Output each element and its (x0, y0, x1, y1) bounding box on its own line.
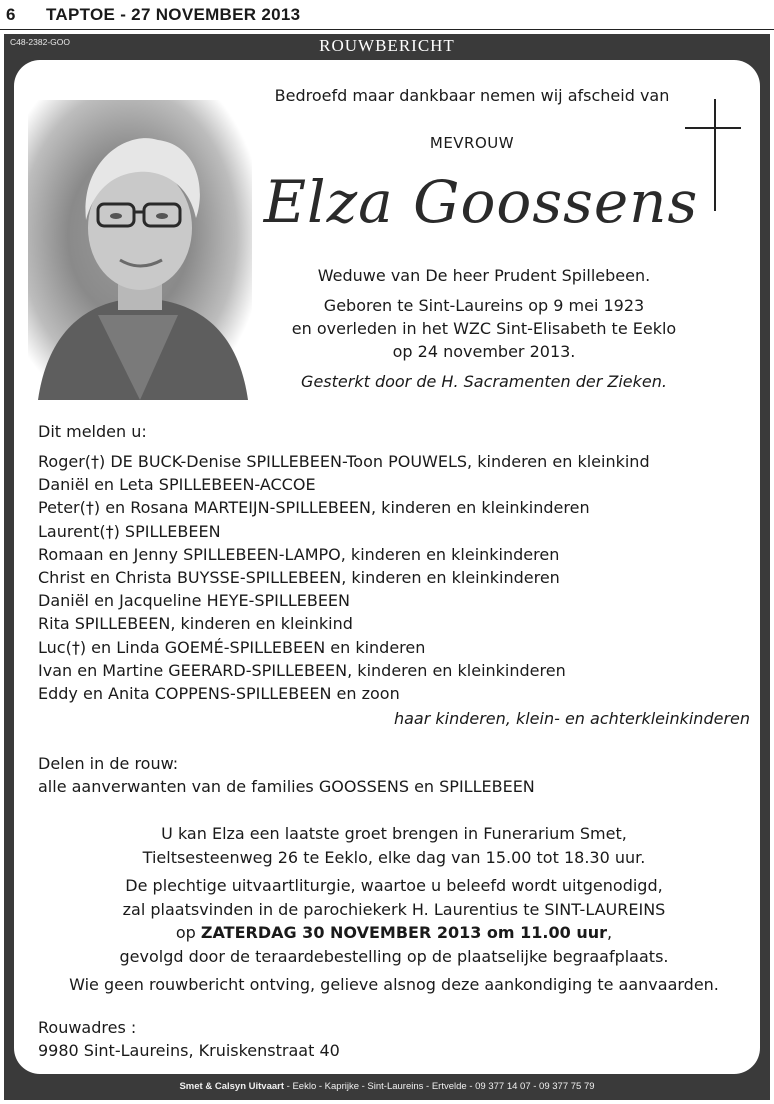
funeral-line-4: gevolgd door de teraardebestelling op de plaatselijke begraafplaats. (119, 946, 669, 966)
obituary-card (14, 60, 760, 1074)
visitation-line-2: Tieltsesteenweg 26 te Eeklo, elke dag van 15.00 tot 18.30 uur. (142, 847, 646, 867)
funeral-line-2: zal plaatsvinden in de parochiekerk H. Laurentius te SINT-LAUREINS (122, 899, 666, 919)
intro-text: Bedroefd maar dankbaar nemen wij afscheid van (274, 86, 670, 105)
publication-title: TAPTOE - 27 NOVEMBER 2013 (46, 5, 301, 24)
ad-code: C48-2382-GOO (10, 37, 70, 47)
funeral-info (38, 874, 750, 968)
page-header (0, 0, 774, 30)
section-title: ROUWBERICHT (319, 36, 455, 55)
honorific: MEVROUW (429, 134, 515, 152)
death-date: op 24 november 2013. (392, 342, 576, 361)
funeral-date-time: ZATERDAG 30 NOVEMBER 2013 om 11.00 uur (200, 923, 608, 942)
family-member-line: Rita SPILLEBEEN, kinderen en kleinkind (38, 614, 353, 634)
mourning-heading: Delen in de rouw: (38, 754, 179, 773)
obituary-ad (4, 34, 770, 1100)
family-member-line: Peter(†) en Rosana MARTEIJN-SPILLEBEEN, kinderen en kleinkinderen (38, 498, 590, 518)
mourning-line: alle aanverwanten van de families GOOSSENS en SPILLEBEEN (38, 777, 535, 796)
visitation-info (38, 822, 750, 869)
funeral-line-3 (38, 921, 750, 945)
family-list (38, 450, 758, 705)
address-line: 9980 Sint-Laureins, Kruiskenstraat 40 (38, 1041, 340, 1060)
family-signature: haar kinderen, klein- en achterkleinkinderen (393, 709, 750, 728)
funeral-home-name: Smet & Calsyn Uitvaart (179, 1081, 285, 1092)
funeral-line-1: De plechtige uitvaartliturgie, waartoe u beleefd wordt uitgenodigd, (125, 876, 663, 895)
family-member-line: Christ en Christa BUYSSE-SPILLEBEEN, kinderen en kleinkinderen (38, 568, 560, 588)
portrait-photo (28, 100, 252, 400)
family-member-line: Roger(†) DE BUCK-Denise SPILLEBEEN-Toon POUWELS, kinderen en kleinkind (38, 452, 650, 471)
funeral-home-details: - Eeklo - Kaprijke - Sint-Laureins - Ertvelde - 09 377 14 07 - 09 377 75 79 (284, 1081, 595, 1092)
family-heading: Dit melden u: (38, 422, 147, 441)
family-member-line: Romaan en Jenny SPILLEBEEN-LAMPO, kinderen en kleinkinderen (38, 544, 560, 564)
birth-info: Geboren te Sint-Laureins op 9 mei 1923 (323, 296, 645, 315)
sacraments: Gesterkt door de H. Sacramenten der Zieken. (301, 372, 667, 391)
funeral-line-3-prefix: op (175, 923, 201, 942)
family-member-line: Daniël en Jacqueline HEYE-SPILLEBEEN (38, 591, 350, 611)
notice-request: Wie geen rouwbericht ontving, gelieve alsnog deze aankondiging te aanvaarden. (69, 975, 719, 994)
address-heading: Rouwadres : (38, 1018, 137, 1037)
visitation-line-1: U kan Elza een laatste groet brengen in Funerarium Smet, (161, 824, 627, 843)
family-member-line: Daniël en Leta SPILLEBEEN-ACCOE (38, 475, 316, 495)
deceased-name: Elza Goossens (263, 168, 699, 236)
funeral-home-footer (4, 1081, 770, 1092)
death-info: en overleden in het WZC Sint-Elisabeth te Eeklo (291, 319, 677, 338)
funeral-line-3-suffix: , (607, 923, 613, 942)
widow-of: Weduwe van De heer Prudent Spillebeen. (317, 266, 651, 285)
family-member-line: Ivan en Martine GEERARD-SPILLEBEEN, kinderen en kleinkinderen (38, 660, 566, 680)
cross-symbol-horizontal (685, 127, 741, 129)
family-member-line: Laurent(†) SPILLEBEEN (38, 521, 221, 541)
portrait-image (28, 100, 252, 400)
page-number: 6 (6, 5, 16, 24)
family-member-line: Eddy en Anita COPPENS-SPILLEBEEN en zoon (38, 684, 400, 704)
family-member-line: Luc(†) en Linda GOEMÉ-SPILLEBEEN en kinderen (38, 637, 426, 657)
